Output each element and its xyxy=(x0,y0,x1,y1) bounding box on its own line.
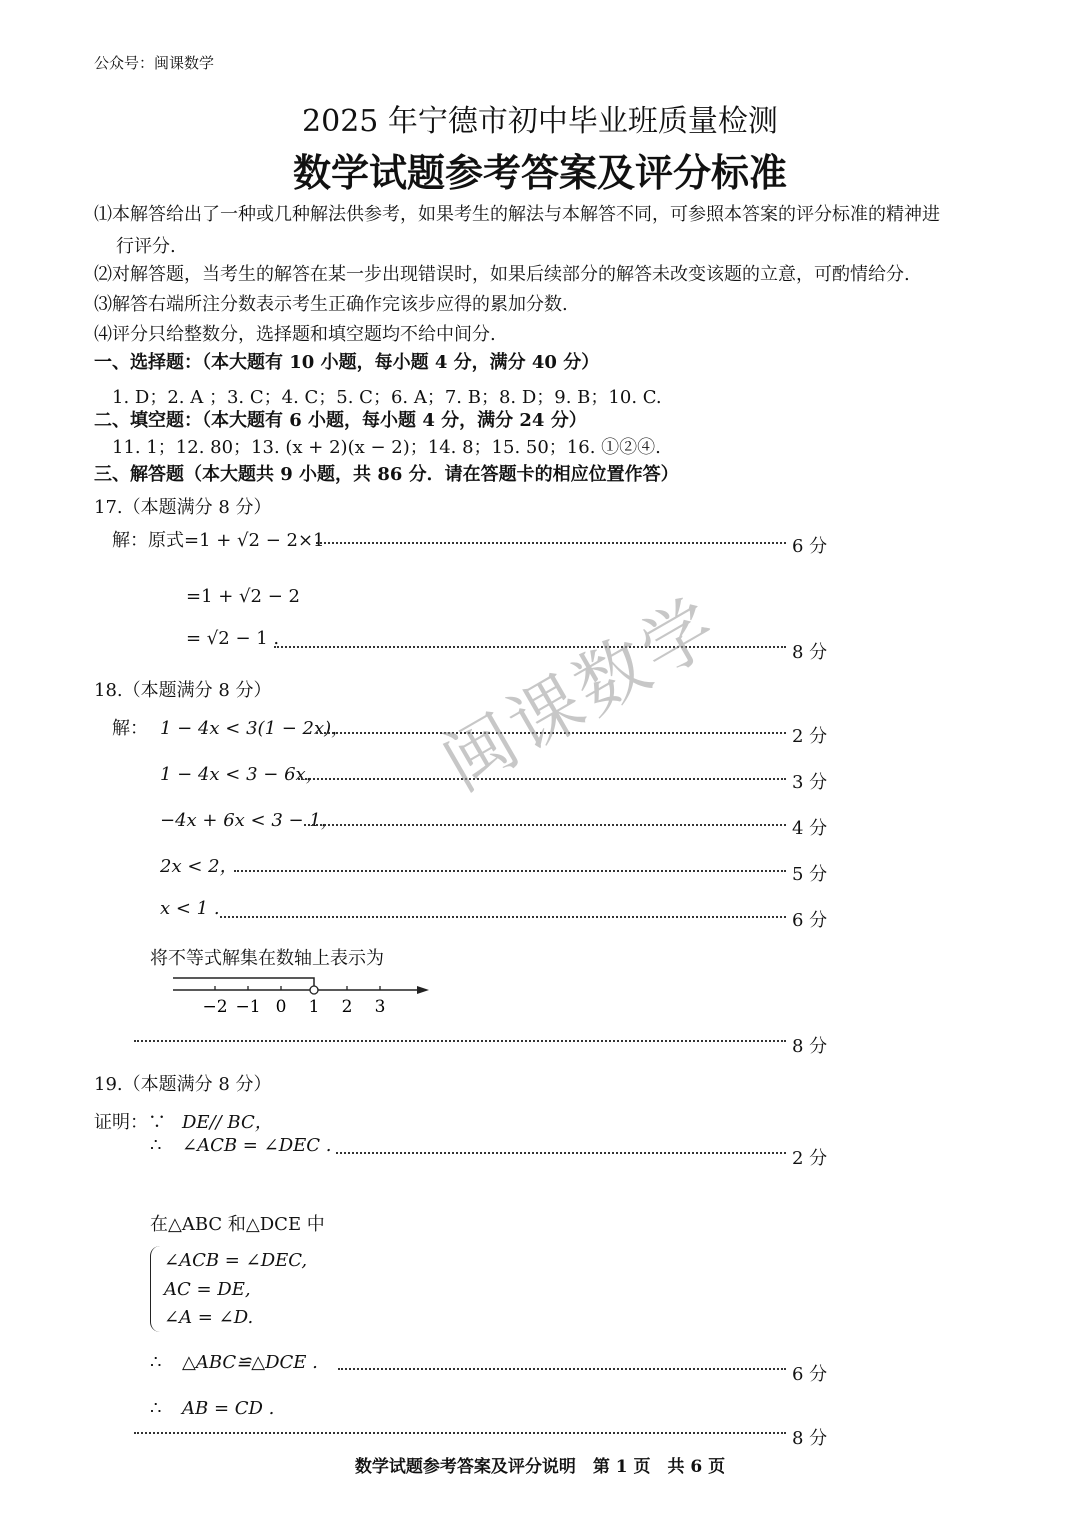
q19-title: 19.（本题满分 8 分） xyxy=(94,1074,272,1095)
q18-title: 18.（本题满分 8 分） xyxy=(94,680,272,701)
q18-score-2: 3 分 xyxy=(792,772,828,793)
tick-label: 1 xyxy=(308,997,320,1017)
system-eq-3: ∠A = ∠D. xyxy=(164,1307,254,1328)
numberline-caption: 将不等式解集在数轴上表示为 xyxy=(150,948,384,969)
dot-leader xyxy=(234,870,786,872)
q18-step-5: x < 1 . xyxy=(160,898,220,919)
section2-heading: 二、填空题：（本大题有 6 小题，每小题 4 分，满分 24 分） xyxy=(94,410,587,431)
tick-label: −2 xyxy=(202,997,228,1017)
note-4: ⑷评分只给整数分，选择题和填空题均不给中间分. xyxy=(94,324,496,345)
q19-score3: 8 分 xyxy=(792,1428,828,1449)
q17-title: 17.（本题满分 8 分） xyxy=(94,497,272,518)
q19-line4: △ABC≌△DCE . xyxy=(182,1352,318,1373)
q19-proof-prefix: 证明：∵ xyxy=(94,1112,166,1133)
dot-leader xyxy=(338,1368,786,1370)
tick-label: 2 xyxy=(341,997,353,1017)
dot-leader xyxy=(134,1432,786,1434)
q19-line1: DE// BC， xyxy=(182,1112,273,1133)
number-line xyxy=(165,968,445,1018)
dot-leader xyxy=(134,1040,786,1042)
axis-arrow xyxy=(417,986,429,994)
tick-label: 0 xyxy=(275,997,287,1017)
q19-line5: AB = CD . xyxy=(182,1398,275,1419)
page-footer: 数学试题参考答案及评分说明 第 1 页 共 6 页 xyxy=(354,1457,726,1477)
section1-heading: 一、选择题：（本大题有 10 小题，每小题 4 分，满分 40 分） xyxy=(94,352,600,373)
note-3: ⑶解答右端所注分数表示考生正确作完该步应得的累加分数. xyxy=(94,294,568,315)
q19-line3: 在△ABC 和△DCE 中 xyxy=(150,1214,325,1235)
q18-score-5: 6 分 xyxy=(792,910,828,931)
q18-step-3: −4x + 6x < 3 − 1， xyxy=(160,810,339,831)
q17-score2: 8 分 xyxy=(792,642,828,663)
dot-leader xyxy=(304,824,786,826)
q18-final-score: 8 分 xyxy=(792,1036,828,1057)
section3-heading: 三、解答题（本大题共 9 小题，共 86 分．请在答题卡的相应位置作答） xyxy=(94,464,679,485)
therefore-symbol: ∴ xyxy=(150,1352,162,1373)
dot-leader xyxy=(336,1152,786,1154)
dot-leader xyxy=(298,778,786,780)
q17-line3: = √2 − 1 . xyxy=(186,628,280,649)
solution-ray xyxy=(173,978,314,986)
q19-line2: ∠ACB = ∠DEC . xyxy=(182,1135,332,1156)
q18-prefix: 解： xyxy=(112,718,148,739)
page-title: 数学试题参考答案及评分标准 xyxy=(292,151,787,195)
q18-step-2: 1 − 4x < 3 − 6x， xyxy=(160,764,324,785)
system-eq-1: ∠ACB = ∠DEC, xyxy=(164,1250,308,1271)
dot-leader xyxy=(316,542,786,544)
q17-line1: 解：原式=1 + √2 − 2×1 xyxy=(112,530,325,551)
dot-leader xyxy=(220,916,786,918)
q18-score-3: 4 分 xyxy=(792,818,828,839)
watermark: 闽课数学 xyxy=(428,581,734,807)
q18-score-1: 2 分 xyxy=(792,726,828,747)
note-2: ⑵对解答题，当考生的解答在某一步出现错误时，如果后续部分的解答未改变该题的立意，可酌情给分. xyxy=(94,264,910,285)
system-brace xyxy=(150,1246,161,1332)
tick-label: 3 xyxy=(374,997,386,1017)
exam-title: 2025 年宁德市初中毕业班质量检测 xyxy=(302,104,778,139)
open-circle xyxy=(310,986,318,994)
tick-label: −1 xyxy=(235,997,261,1017)
section1-answers: 1. D；2. A ；3. C；4. C；5. C；6. A；7. B；8. D；9. B；10. C. xyxy=(112,387,662,408)
q18-score-4: 5 分 xyxy=(792,864,828,885)
q19-score2: 6 分 xyxy=(792,1364,828,1385)
q18-step-1: 1 − 4x < 3(1 − 2x)， xyxy=(160,718,350,739)
therefore-symbol: ∴ xyxy=(150,1135,162,1156)
section2-answers: 11. 1；12. 80；13. (x + 2)(x − 2)；14. 8；15. 50；16. ①②④. xyxy=(112,437,661,458)
therefore-symbol: ∴ xyxy=(150,1398,162,1419)
note-1: ⑴本解答给出了一种或几种解法供参考，如果考生的解法与本解答不同，可参照本答案的评分标准的精神进 xyxy=(94,204,940,225)
q17-score1: 6 分 xyxy=(792,536,828,557)
note-1-cont: 行评分. xyxy=(116,236,176,257)
system-eq-2: AC = DE, xyxy=(164,1279,251,1300)
account-label: 公众号：闽课数学 xyxy=(94,54,215,72)
q17-line2: =1 + √2 − 2 xyxy=(186,586,300,607)
q18-step-4: 2x < 2， xyxy=(160,856,238,877)
q19-score1: 2 分 xyxy=(792,1148,828,1169)
